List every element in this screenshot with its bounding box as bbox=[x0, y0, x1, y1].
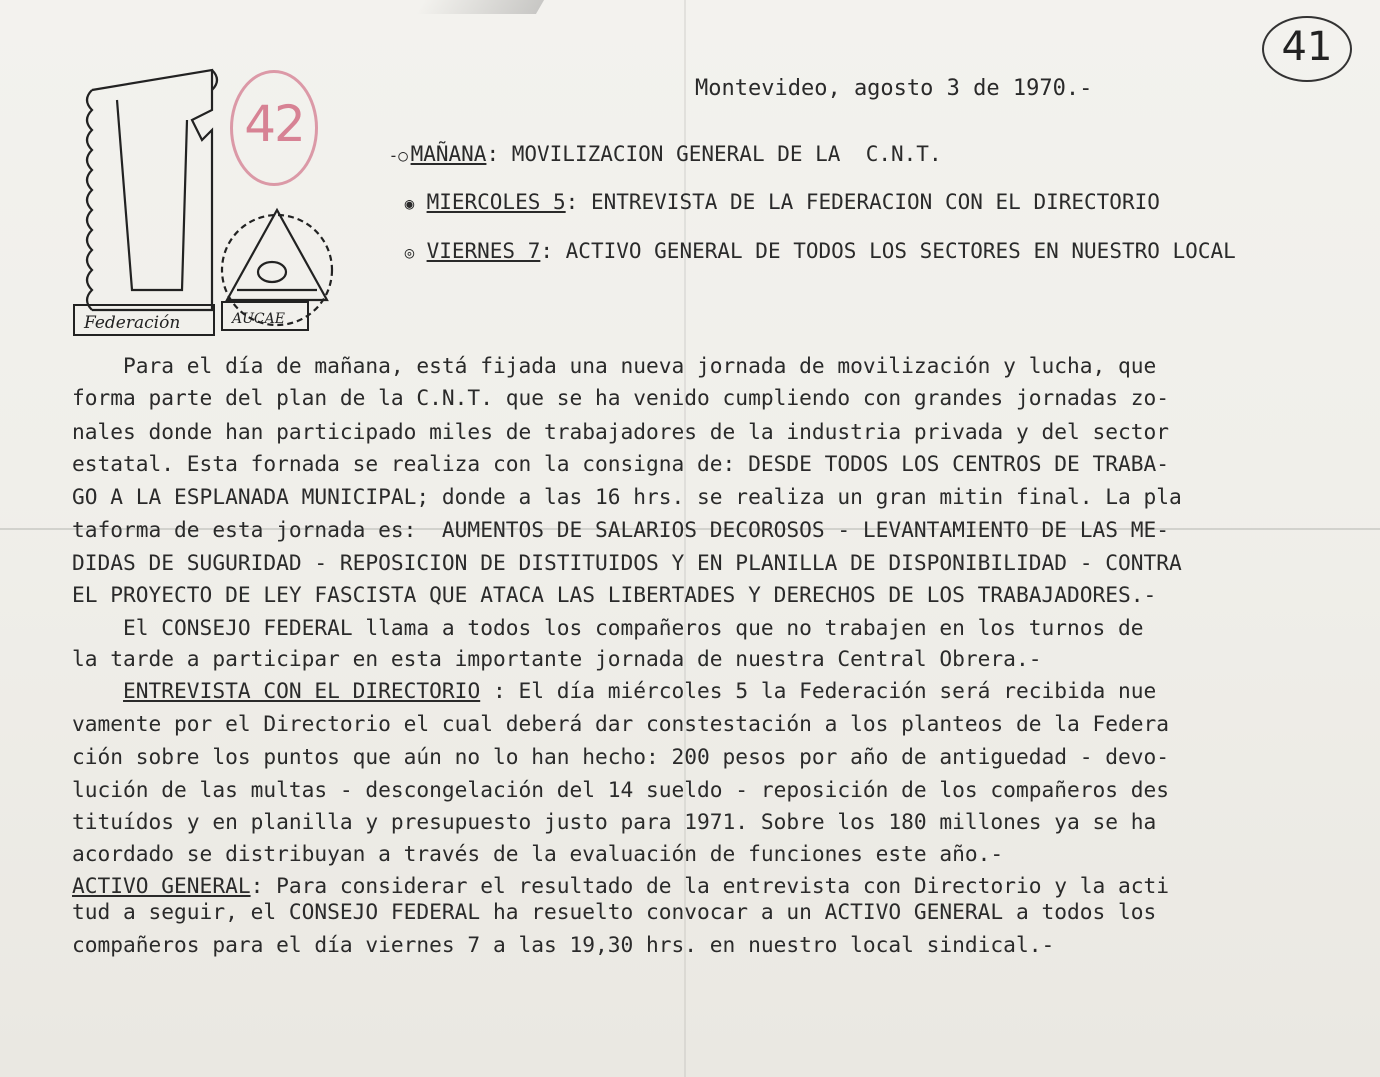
federation-logo bbox=[62, 50, 362, 350]
body-line: la tarde a participar en esta importante jornada de nuestra Central Obrera.- bbox=[72, 646, 1042, 671]
agenda-item-viernes bbox=[354, 215, 1236, 287]
agenda-label: MIERCOLES 5 bbox=[426, 190, 566, 214]
entrevista-first-line bbox=[72, 677, 1156, 705]
agenda-text: : ACTIVO GENERAL DE TODOS LOS SECTORES EN NUESTRO LOCAL bbox=[540, 239, 1236, 263]
agenda-text: : MOVILIZACION GENERAL DE LA C.N.T. bbox=[486, 142, 942, 166]
body-line: lución de las multas - descongelación del 14 sueldo - reposición de los compañeros des bbox=[72, 777, 1170, 802]
body-line: forma parte del plan de la C.N.T. que se ha venido cumpliendo con grandes jornadas zo- bbox=[72, 385, 1170, 410]
agenda-label: VIERNES 7 bbox=[426, 239, 541, 263]
page-number: 41 bbox=[1281, 24, 1333, 70]
body-line: EL PROYECTO DE LEY FASCISTA QUE ATACA LAS LIBERTADES Y DERECHOS DE LOS TRABAJADORES.- bbox=[72, 582, 1157, 607]
dateline: Montevideo, agosto 3 de 1970.- bbox=[695, 76, 1093, 101]
logo-text-right: AUCAE bbox=[232, 311, 285, 327]
bullet-icon: -○ bbox=[388, 146, 408, 165]
page-number-circle bbox=[1262, 16, 1352, 82]
body-line: GO A LA ESPLANADA MUNICIPAL; donde a las 16 hrs. se realiza un gran mitin final. La pla bbox=[72, 484, 1182, 509]
activo-heading: ACTIVO GENERAL bbox=[72, 873, 251, 898]
body-line: DIDAS DE SUGURIDAD - REPOSICION DE DISTITUIDOS Y EN PLANILLA DE DISPONIBILIDAD - CONTRA bbox=[72, 550, 1182, 575]
body-line: acordado se distribuyan a través de la evaluación de funciones este año.- bbox=[72, 841, 1004, 866]
entrevista-first: : El día miércoles 5 la Federación será recibida nue bbox=[480, 678, 1157, 703]
entrevista-heading: ENTREVISTA CON EL DIRECTORIO bbox=[123, 678, 481, 703]
activo-first: : Para considerar el resultado de la entrevista con Directorio y la acti bbox=[250, 873, 1170, 898]
activo-first-line bbox=[72, 872, 1169, 900]
body-line: nales donde han participado miles de trabajadores de la industria privada y del sector bbox=[72, 419, 1170, 444]
body-line: vamente por el Directorio el cual deberá dar constestación a los planteos de la Federa bbox=[72, 711, 1170, 736]
bullet-icon: ◎ bbox=[404, 243, 415, 262]
archive-stamp-number: 42 bbox=[244, 95, 304, 153]
logo-text-left: Federación bbox=[84, 313, 181, 333]
body-line: estatal. Esta fornada se realiza con la consigna de: DESDE TODOS LOS CENTROS DE TRABA- bbox=[72, 451, 1170, 476]
body-line: ción sobre los puntos que aún no lo han hecho: 200 pesos por año de antiguedad - devo- bbox=[72, 744, 1170, 769]
agenda-text: : ENTREVISTA DE LA FEDERACION CON EL DIRECTORIO bbox=[565, 190, 1160, 214]
body-line: El CONSEJO FEDERAL llama a todos los compañeros que no trabajen en los turnos de bbox=[72, 615, 1144, 640]
body-line: compañeros para el día viernes 7 a las 19,30 hrs. en nuestro local sindical.- bbox=[72, 932, 1055, 957]
agenda-label: MAÑANA bbox=[410, 142, 487, 166]
body-line: Para el día de mañana, está fijada una nueva jornada de movilización y lucha, que bbox=[72, 353, 1157, 378]
body-line: tud a seguir, el CONSEJO FEDERAL ha resuelto convocar a un ACTIVO GENERAL a todos los bbox=[72, 899, 1157, 924]
body-line: taforma de esta jornada es: AUMENTOS DE SALARIOS DECOROSOS - LEVANTAMIENTO DE LAS ME- bbox=[72, 517, 1170, 542]
archive-stamp bbox=[230, 70, 318, 186]
paper-tear bbox=[416, 0, 544, 14]
body-line: tituídos y en planilla y presupuesto justo para 1971. Sobre los 180 millones ya se ha bbox=[72, 809, 1157, 834]
bullet-icon: ◉ bbox=[404, 194, 415, 213]
